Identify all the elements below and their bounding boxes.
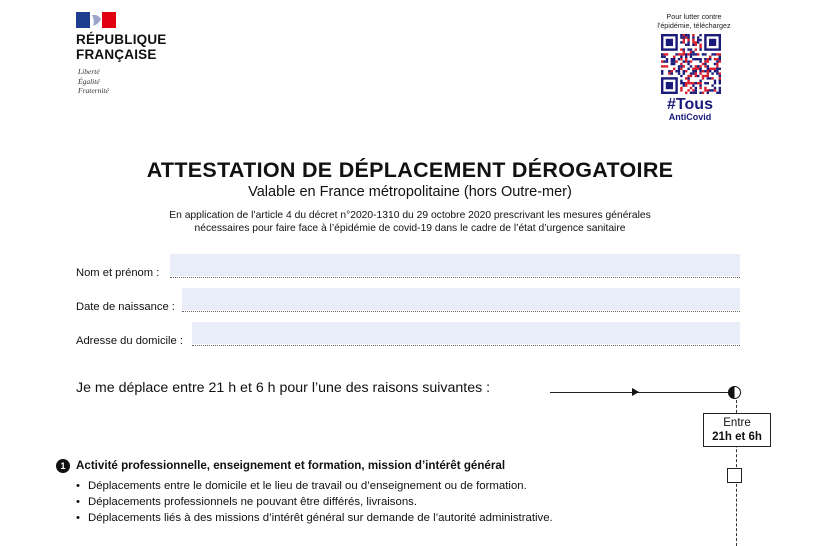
birth-date-field[interactable] [182,288,740,310]
hours-column-header [703,413,771,447]
hours-header-line-2: 21h et 6h [712,431,762,443]
address-field[interactable] [192,322,740,344]
list-item: • Déplacements liés à des missions d’intérêt général sur demande de l’autorité administrative. [76,510,553,526]
qr-caption [640,12,748,30]
marianne-flag-logo [76,12,116,28]
arrow-right-icon [632,388,639,396]
motto-egalite: Égalité [78,76,100,86]
address-label: Adresse du domicile : [76,335,183,347]
decree-line-2: nécessaires pour faire face à l’épidémie de covid-19 dans le cadre de l’état d’urgence sanitaire [194,223,626,234]
name-dotted-line [170,277,740,278]
page-subtitle: Valable en France métropolitaine (hors Outre-mer) [248,184,572,200]
page-title: ATTESTATION DE DÉPLACEMENT DÉROGATOIRE [146,158,674,182]
section-1-checkbox[interactable] [727,468,742,483]
pointer-line [550,392,730,393]
address-dotted-line [192,345,740,346]
decree-line-1: En application de l’article 4 du décret n°2020-1310 du 29 octobre 2020 prescrivant les mesures générales [169,210,651,221]
anticovid-brand: AntiCovid [668,112,712,122]
name-field[interactable] [170,254,740,276]
qr-caption-line-1: Pour lutter contre [666,12,722,21]
birth-date-dotted-line [182,311,740,312]
name-label: Nom et prénom : [76,267,160,279]
republic-line-1: RÉPUBLIQUE [76,32,167,47]
motto-liberte: Liberté [78,67,100,76]
half-circle-icon [728,386,741,399]
tous-anticovid-brand: #Tous [667,96,713,113]
republic-logo-text [76,32,167,62]
list-item: • Déplacements professionnels ne pouvant être différés, livraisons. [76,494,553,510]
qr-caption-line-2: l'épidémie, téléchargez [657,21,731,30]
birth-date-label: Date de naissance : [76,301,175,313]
reason-intro: Je me déplace entre 21 h et 6 h pour l’une des raisons suivantes : [76,380,491,396]
section-number-badge: 1 [56,459,70,473]
hours-header-line-1: Entre [723,417,751,429]
republic-line-2: FRANÇAISE [76,47,157,62]
section-bullet-list [76,478,553,526]
republic-motto [78,67,109,96]
decree-text [0,209,820,235]
motto-fraternite: Fraternité [78,86,109,95]
list-item: • Déplacements entre le domicile et le lieu de travail ou d’enseignement ou de formation. [76,478,553,494]
qr-code-icon[interactable] [661,34,721,94]
section-title: Activité professionnelle, enseignement et formation, mission d’intérêt général [76,459,506,472]
